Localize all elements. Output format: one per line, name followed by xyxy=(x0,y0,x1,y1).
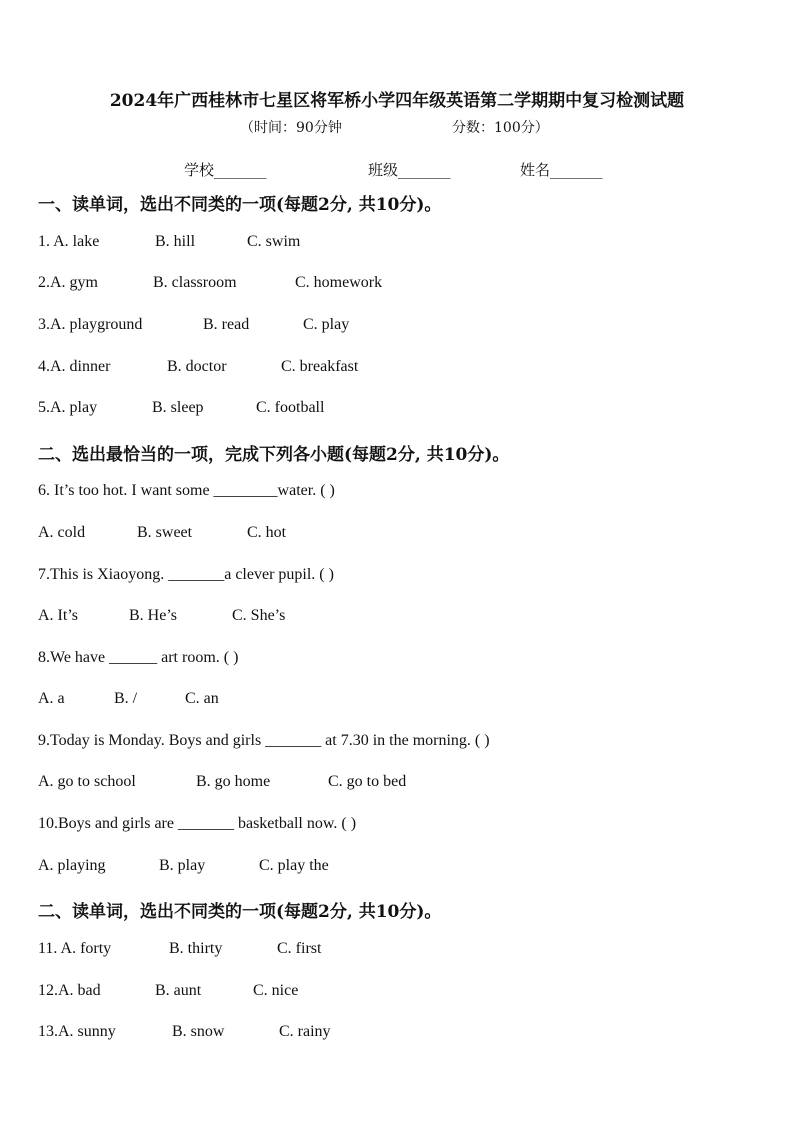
option-c: C. go to bed xyxy=(328,773,407,790)
option-a: 1. A. lake xyxy=(38,233,100,250)
school-field: 学校_______ xyxy=(184,161,267,179)
question-row xyxy=(38,358,358,376)
option-b: B. / xyxy=(114,690,138,707)
option-a: 13.A. sunny xyxy=(38,1023,116,1040)
option-b: B. read xyxy=(203,316,250,333)
option-a: 4.A. dinner xyxy=(38,358,111,375)
option-c: C. homework xyxy=(295,274,383,291)
question-options xyxy=(38,690,219,708)
question-row xyxy=(38,274,382,292)
option-a: A. cold xyxy=(38,524,86,541)
option-b: B. classroom xyxy=(153,274,237,291)
question-options xyxy=(38,524,286,542)
question-row xyxy=(38,233,300,251)
question-stem: 7.This is Xiaoyong. _______a clever pupil. ( ) xyxy=(38,566,334,583)
option-c: C. football xyxy=(256,399,325,416)
option-a: 2.A. gym xyxy=(38,274,98,291)
option-a: A. playing xyxy=(38,857,106,874)
option-a: 3.A. playground xyxy=(38,316,143,333)
option-c: C. play xyxy=(303,316,350,333)
option-b: B. sweet xyxy=(137,524,193,541)
option-b: B. aunt xyxy=(155,982,202,999)
question-row xyxy=(38,399,324,417)
option-a: A. It’s xyxy=(38,607,78,624)
question-row xyxy=(38,1023,331,1041)
question-row xyxy=(38,982,298,1000)
option-a: 12.A. bad xyxy=(38,982,101,999)
section1-heading: 一、读单词，选出不同类的一项(每题2分, 共10分)。 xyxy=(38,195,442,215)
question-stem: 8.We have ______ art room. ( ) xyxy=(38,649,239,666)
option-b: B. thirty xyxy=(169,940,223,957)
option-a: A. a xyxy=(38,690,65,707)
option-b: B. snow xyxy=(172,1023,225,1040)
option-c: C. swim xyxy=(247,233,301,250)
name-field: 姓名_______ xyxy=(520,161,603,179)
option-c: C. rainy xyxy=(279,1023,331,1040)
option-b: B. play xyxy=(159,857,206,874)
option-a: 11. A. forty xyxy=(38,940,112,957)
section2-heading: 二、选出最恰当的一项，完成下列各小题(每题2分, 共10分)。 xyxy=(38,445,510,465)
question-stem: 6. It’s too hot. I want some ________water. ( ) xyxy=(38,482,335,499)
option-c: C. hot xyxy=(247,524,287,541)
option-c: C. first xyxy=(277,940,322,957)
page-title: 2024年广西桂林市七星区将军桥小学四年级英语第二学期期中复习检测试题 xyxy=(109,91,685,111)
question-stem: 9.Today is Monday. Boys and girls _______ at 7.30 in the morning. ( ) xyxy=(38,732,490,749)
option-b: B. He’s xyxy=(129,607,177,624)
question-options xyxy=(38,857,329,875)
option-c: C. play the xyxy=(259,857,329,874)
option-c: C. nice xyxy=(253,982,299,999)
option-c: C. an xyxy=(185,690,219,707)
section3-heading: 二、读单词，选出不同类的一项(每题2分, 共10分)。 xyxy=(38,902,442,922)
option-b: B. doctor xyxy=(167,358,227,375)
option-a: 5.A. play xyxy=(38,399,98,416)
option-c: C. She’s xyxy=(232,607,286,624)
question-row xyxy=(38,940,321,958)
option-a: A. go to school xyxy=(38,773,136,790)
question-options xyxy=(38,773,406,791)
question-row xyxy=(38,316,349,334)
time-label: （时间：90分钟 xyxy=(240,120,342,136)
score-label: 分数：100分） xyxy=(452,120,549,136)
option-b: B. go home xyxy=(196,773,271,790)
option-c: C. breakfast xyxy=(281,358,359,375)
question-options xyxy=(38,607,285,625)
question-stem: 10.Boys and girls are _______ basketball now. ( ) xyxy=(38,815,357,832)
option-b: B. sleep xyxy=(152,399,204,416)
class-field: 班级_______ xyxy=(368,161,451,179)
option-b: B. hill xyxy=(155,233,196,250)
